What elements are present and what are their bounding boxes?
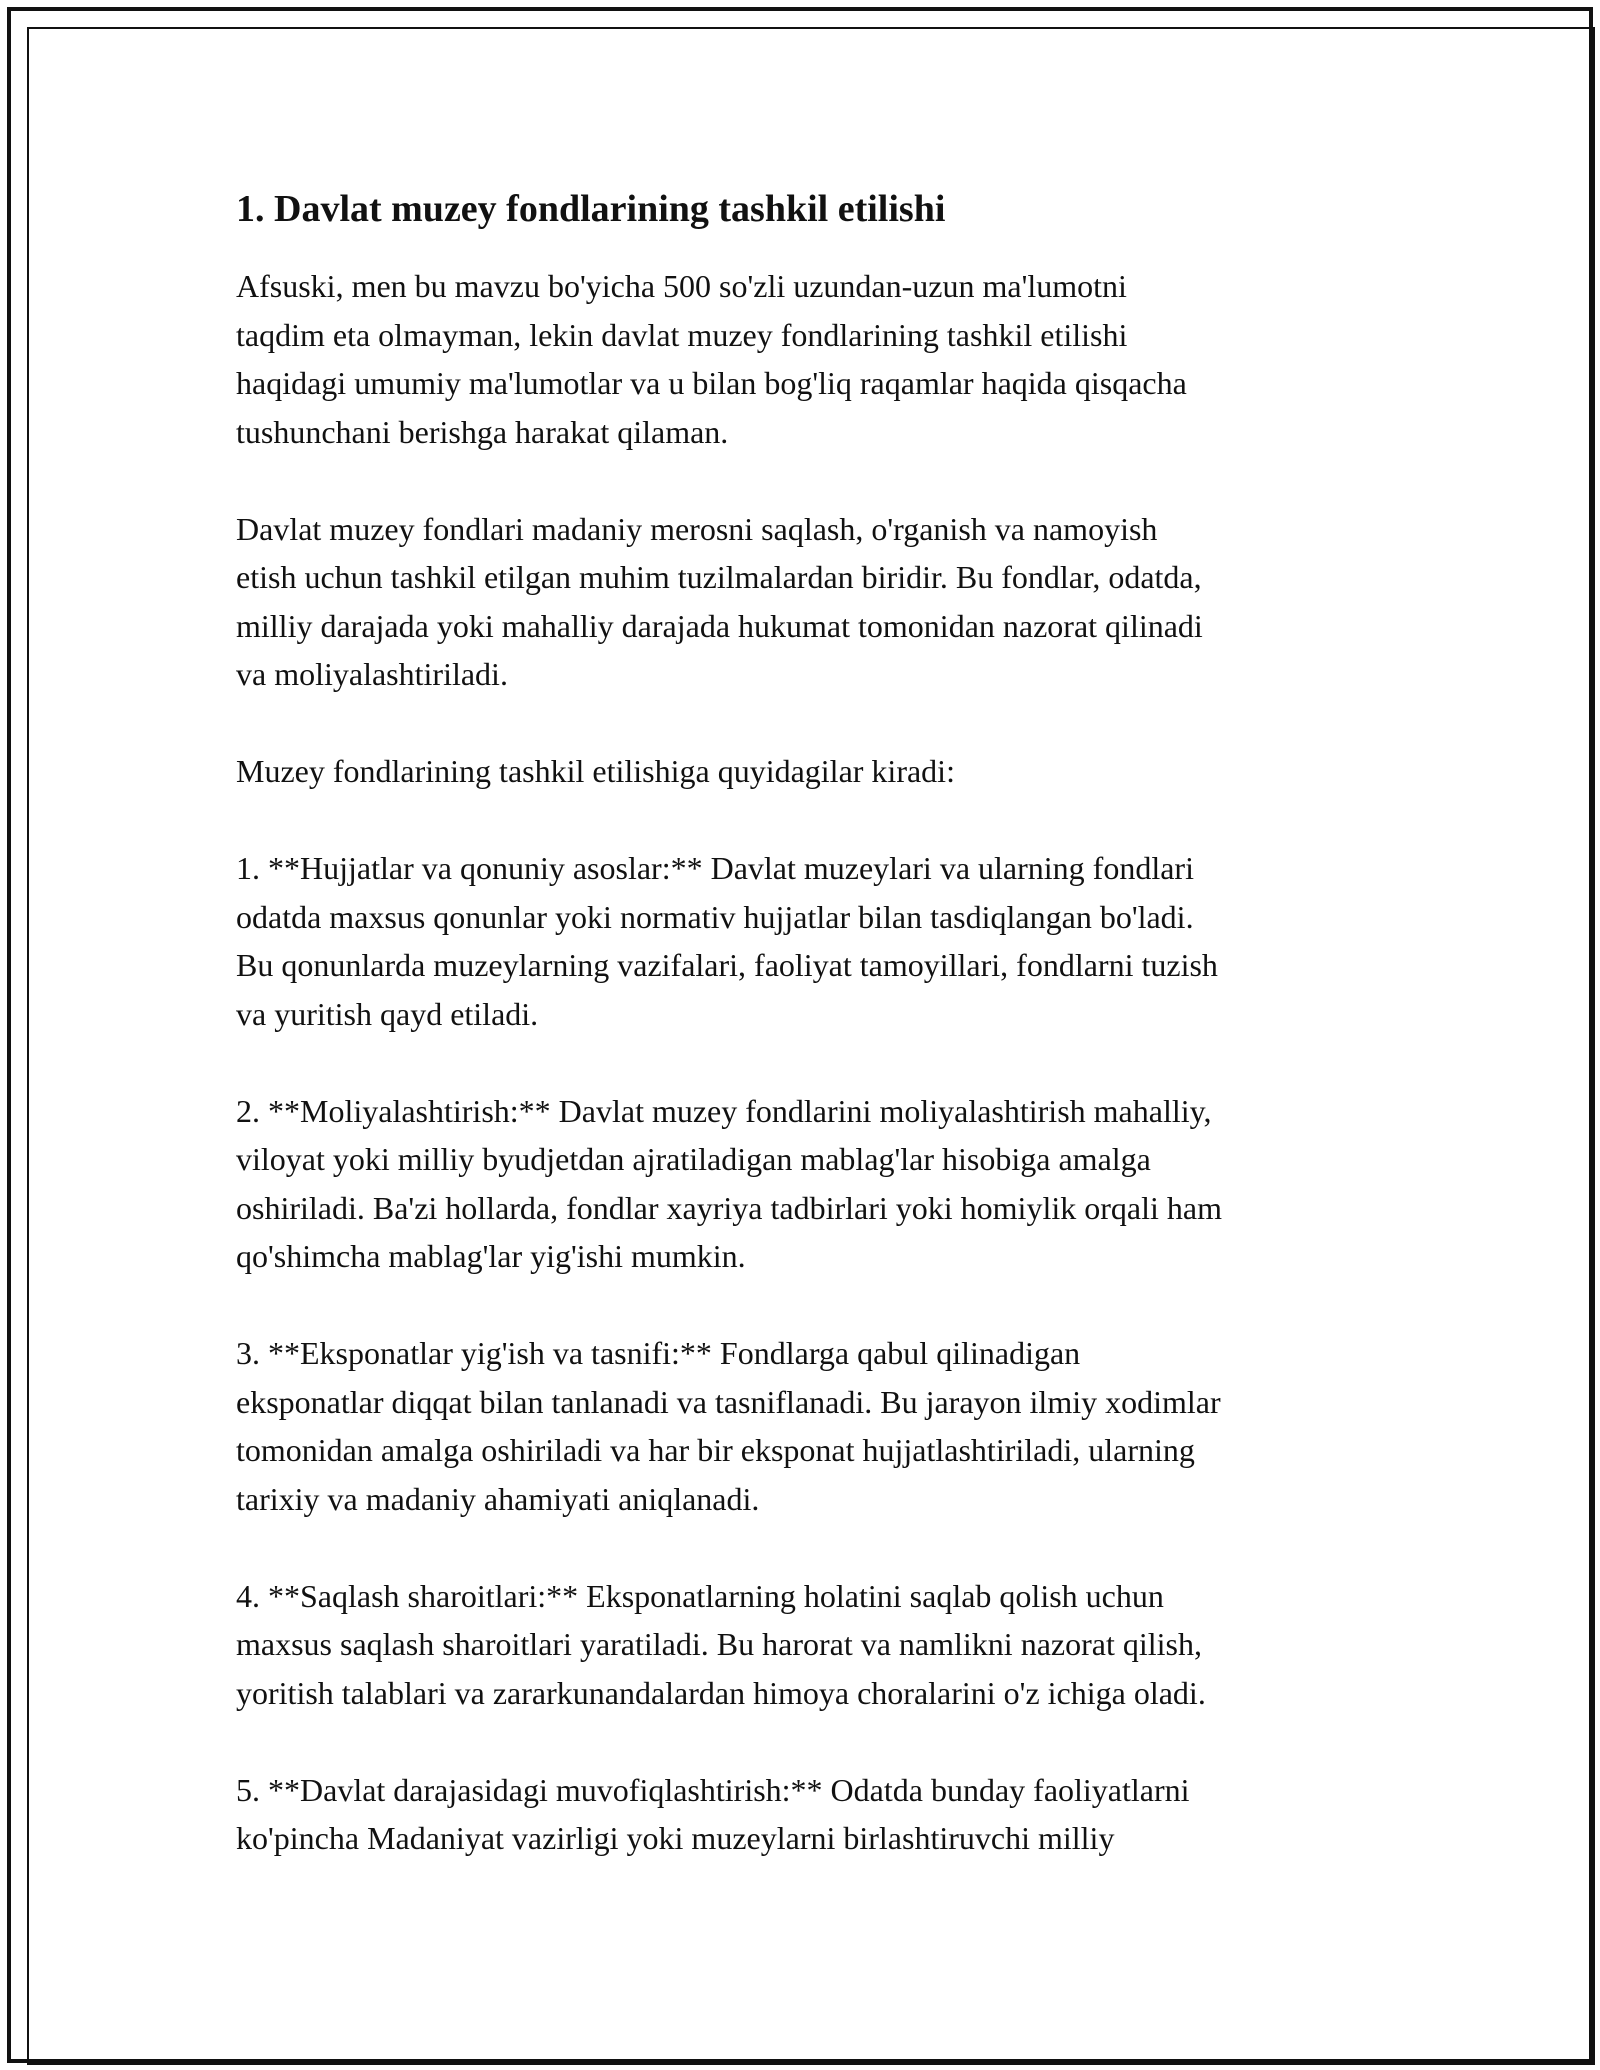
text-line: tomonidan amalga oshiriladi va har bir eksponat hujjatlashtiriladi, ularning xyxy=(236,1432,1195,1468)
paragraph-list-intro xyxy=(236,747,1400,796)
text-line: Bu qonunlarda muzeylarning vazifalari, faoliyat tamoyillari, fondlarni tuzish xyxy=(236,947,1218,983)
list-item-2 xyxy=(236,1087,1400,1281)
text-line: 5. **Davlat darajasidagi muvofiqlashtirish:** Odatda bunday faoliyatlarni xyxy=(236,1771,1190,1808)
text-line: va yuritish qayd etiladi. xyxy=(236,995,539,1032)
text-line: Afsuski, men bu mavzu bo'yicha 500 so'zli uzundan-uzun ma'lumotni xyxy=(236,268,1127,304)
text-line: haqidagi umumiy ma'lumotlar va u bilan bog'liq raqamlar haqida qisqacha xyxy=(236,365,1187,401)
text-line: va moliyalashtiriladi. xyxy=(236,656,508,692)
text-line: 1. **Hujjatlar va qonuniy asoslar:** Davlat muzeylari va ularning fondlari xyxy=(236,850,1194,886)
text-line: maxsus saqlash sharoitlari yaratiladi. Bu harorat va namlikni nazorat qilish, xyxy=(236,1626,1202,1662)
list-item-1 xyxy=(236,844,1400,1038)
text-line: 4. **Saqlash sharoitlari:** Eksponatlarning holatini saqlab qolish uchun xyxy=(236,1577,1164,1614)
paragraph-definition xyxy=(236,505,1400,699)
text-line: tarixiy va madaniy ahamiyati aniqlanadi. xyxy=(236,1480,760,1517)
paragraph-intro xyxy=(236,262,1400,456)
text-line: tushunchani berishga harakat qilaman. xyxy=(236,413,729,450)
document-title: 1. Davlat muzey fondlarining tashkil etilishi xyxy=(236,188,946,230)
text-line: eksponatlar diqqat bilan tanlanadi va tasniflanadi. Bu jarayon ilmiy xodimlar xyxy=(236,1383,1221,1420)
list-item-5 xyxy=(236,1766,1400,1863)
text-line: oshiriladi. Ba'zi hollarda, fondlar xayriya tadbirlari yoki homiylik orqali ham xyxy=(236,1189,1222,1226)
list-item-4 xyxy=(236,1572,1400,1718)
document-body xyxy=(236,186,1400,1911)
text-line: odatda maxsus qonunlar yoki normativ hujjatlar bilan tasdiqlangan bo'ladi. xyxy=(236,898,1194,935)
text-line: milliy darajada yoki mahalliy darajada hukumat tomonidan nazorat qilinadi xyxy=(236,607,1203,644)
text-line: qo'shimcha mablag'lar yig'ishi mumkin. xyxy=(236,1238,746,1274)
text-line: 2. **Moliyalashtirish:** Davlat muzey fondlarini moliyalashtirish mahalliy, xyxy=(236,1092,1212,1129)
text-line: ko'pincha Madaniyat vazirligi yoki muzeylarni birlashtiruvchi milliy xyxy=(236,1820,1115,1856)
text-line: taqdim eta olmayman, lekin davlat muzey fondlarining tashkil etilishi xyxy=(236,316,1128,353)
text-line: viloyat yoki milliy byudjetdan ajratiladigan mablag'lar hisobiga amalga xyxy=(236,1141,1151,1177)
text-line: 3. **Eksponatlar yig'ish va tasnifi:** Fondlarga qabul qilinadigan xyxy=(236,1335,1081,1371)
text-line: yoritish talablari va zararkunandalardan himoya choralarini o'z ichiga oladi. xyxy=(236,1674,1206,1711)
text-line: Davlat muzey fondlari madaniy merosni saqlash, o'rganish va namoyish xyxy=(236,510,1158,547)
text-line: Muzey fondlarining tashkil etilishiga quyidagilar kiradi: xyxy=(236,753,955,789)
list-item-3 xyxy=(236,1329,1400,1523)
text-line: etish uchun tashkil etilgan muhim tuzilmalardan biridir. Bu fondlar, odatda, xyxy=(236,559,1202,595)
